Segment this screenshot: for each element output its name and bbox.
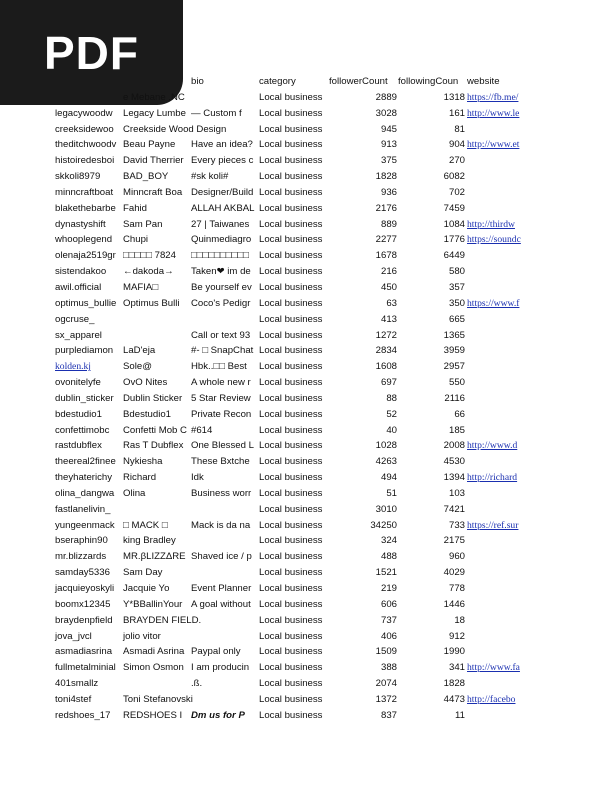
- username-cell: boomx12345: [55, 598, 111, 610]
- website-cell[interactable]: https://fb.me/: [467, 91, 519, 103]
- following-count-cell: 6082: [443, 171, 465, 183]
- username-cell: purplediamon: [55, 345, 114, 357]
- table-row: [55, 708, 545, 724]
- following-count-cell: 550: [448, 377, 465, 389]
- table-row: [55, 644, 545, 660]
- username-cell: dynastyshift: [55, 218, 106, 230]
- table-row: [55, 343, 545, 359]
- follower-count-cell: 375: [380, 155, 397, 167]
- following-count-cell: 341: [448, 662, 465, 674]
- following-count-cell: 2957: [443, 361, 465, 373]
- name-cell: Simon Osmon: [123, 662, 184, 674]
- following-count-cell: 912: [448, 630, 465, 642]
- username-cell: creeksidewoo: [55, 123, 114, 135]
- bio-cell: — Custom f: [191, 107, 242, 119]
- website-cell[interactable]: http://www.et: [467, 139, 520, 151]
- following-count-cell: 665: [448, 313, 465, 325]
- following-count-cell: 778: [448, 583, 465, 594]
- following-count-cell: 702: [448, 186, 465, 198]
- following-count-cell: 7421: [443, 503, 465, 515]
- username-cell: ogcruse_: [55, 313, 95, 325]
- follower-count-cell: 936: [380, 186, 397, 198]
- username-cell: optimus_bullie: [55, 297, 117, 309]
- category-cell: Local business: [259, 297, 323, 309]
- table-row: [55, 660, 545, 676]
- follower-count-cell: 388: [380, 662, 397, 674]
- name-cell: Jacquie Yo: [123, 583, 170, 594]
- category-cell: Local business: [259, 567, 323, 579]
- category-cell: Local business: [259, 171, 323, 183]
- bio-cell: Quinmediagro: [191, 234, 252, 246]
- category-cell: Local business: [259, 693, 323, 705]
- username-cell: sistendakoo: [55, 266, 107, 278]
- category-cell: Local business: [259, 202, 323, 214]
- following-count-cell: 270: [448, 155, 465, 167]
- username-cell: 401smallz: [55, 678, 99, 690]
- bio-cell: Dm us for P: [191, 709, 245, 721]
- table-row: [55, 391, 545, 407]
- name-cell: Toni Stefanovski: [123, 693, 193, 705]
- follower-count-cell: 2176: [375, 202, 397, 214]
- following-count-cell: 66: [454, 408, 465, 420]
- category-cell: Local business: [259, 646, 323, 658]
- table-row: [55, 533, 545, 549]
- bio-cell: Private Recon: [191, 408, 252, 420]
- bio-cell: Hbk..□□ Best: [191, 361, 247, 373]
- name-cell: OvO Nites: [123, 377, 168, 389]
- bio-cell: One Blessed L: [191, 440, 254, 452]
- follower-count-cell: 1372: [375, 693, 397, 705]
- table-row: [55, 106, 545, 122]
- name-cell: Bdestudio1: [123, 408, 172, 420]
- table-row: [55, 676, 545, 692]
- following-count-cell: 1394: [443, 472, 465, 484]
- bio-cell: A whole new r: [191, 377, 251, 389]
- name-cell: Optimus Bulli: [123, 297, 180, 309]
- category-cell: Local business: [259, 709, 323, 721]
- bio-cell: #sk koli#: [191, 171, 229, 183]
- bio-cell: Be yourself ev: [191, 281, 252, 293]
- username-cell: fullmetalminial: [55, 662, 116, 674]
- name-cell: Creekside Wood Design: [123, 123, 227, 135]
- header-category: category: [259, 76, 296, 87]
- username-cell: olenaja2519gr: [55, 250, 116, 262]
- following-count-cell: 2008: [443, 440, 465, 452]
- follower-count-cell: 4263: [375, 456, 397, 468]
- table-row: [55, 613, 545, 629]
- website-cell[interactable]: http://www.d: [467, 440, 518, 452]
- table-row: [55, 232, 545, 248]
- bio-cell: Mack is da na: [191, 519, 251, 531]
- category-cell: Local business: [259, 392, 323, 404]
- follower-count-cell: 324: [380, 535, 397, 547]
- bio-cell: Call or text 93: [191, 329, 251, 341]
- following-count-cell: 7459: [443, 202, 465, 214]
- follower-count-cell: 406: [380, 630, 397, 642]
- following-count-cell: 1990: [443, 646, 465, 658]
- name-cell: Sole@: [123, 361, 152, 373]
- category-cell: Local business: [259, 472, 323, 484]
- follower-count-cell: 3010: [375, 503, 397, 515]
- bio-cell: I am producin: [191, 662, 250, 674]
- table-row: [55, 407, 545, 423]
- category-cell: Local business: [259, 186, 323, 198]
- category-cell: Local business: [259, 123, 323, 135]
- follower-count-cell: 913: [380, 139, 397, 151]
- following-count-cell: 185: [448, 424, 465, 436]
- name-cell: Minncraft Boa: [123, 186, 183, 198]
- category-cell: Local business: [259, 234, 323, 246]
- table-row: [55, 565, 545, 581]
- username-cell: redshoes_17: [55, 709, 111, 721]
- table-row: [55, 264, 545, 280]
- follower-count-cell: 1678: [375, 250, 397, 262]
- username-cell: confettimobc: [55, 424, 110, 436]
- following-count-cell: 1776: [443, 234, 465, 246]
- username-cell: rastdubflex: [55, 440, 102, 452]
- username-cell: dublin_sticker: [55, 392, 114, 404]
- category-cell: Local business: [259, 266, 323, 278]
- name-cell: jolio vitor: [123, 630, 161, 642]
- bio-cell: #- □ SnapChat: [191, 345, 254, 357]
- category-cell: Local business: [259, 630, 323, 642]
- table-row: [55, 122, 545, 138]
- follower-count-cell: 52: [386, 408, 397, 420]
- bio-cell: Designer/Build: [191, 186, 254, 198]
- following-count-cell: 1365: [443, 329, 465, 341]
- table-row: [55, 423, 545, 439]
- username-cell: bseraphin90: [55, 535, 108, 547]
- follower-count-cell: 697: [380, 377, 397, 389]
- table-row: [55, 692, 545, 708]
- bio-cell: Have an idea?: [191, 139, 253, 151]
- name-cell: Legacy Lumbe: [123, 107, 186, 119]
- table-row: [55, 629, 545, 645]
- follower-count-cell: 945: [380, 123, 397, 135]
- spreadsheet-table: [55, 74, 545, 724]
- follower-count-cell: 889: [380, 218, 397, 230]
- follower-count-cell: 1028: [375, 440, 397, 452]
- username-cell: sx_apparel: [55, 329, 102, 341]
- follower-count-cell: 1521: [375, 567, 397, 579]
- follower-count-cell: 494: [380, 472, 397, 484]
- follower-count-cell: 216: [380, 266, 397, 278]
- bio-cell: A goal without: [191, 598, 251, 610]
- table-row: [55, 296, 545, 312]
- follower-count-cell: 606: [380, 598, 397, 610]
- category-cell: Local business: [259, 440, 323, 452]
- name-cell: e Mebane ,NC: [123, 91, 185, 103]
- bio-cell: □□□□□□□□□□: [191, 250, 249, 262]
- table-row: [55, 201, 545, 217]
- name-cell: BRAYDEN FIELD.: [123, 614, 202, 626]
- username-cell: histoiredesboi: [55, 155, 115, 167]
- category-cell: Local business: [259, 583, 323, 594]
- table-header-row: [55, 74, 545, 90]
- table-row: [55, 438, 545, 454]
- website-cell[interactable]: https://www.f: [467, 297, 520, 309]
- following-count-cell: 161: [448, 107, 465, 119]
- name-cell: Richard: [123, 472, 157, 484]
- table-row: [55, 454, 545, 470]
- username-cell: minncraftboat: [55, 186, 114, 198]
- username-cell: blakethebarbe: [55, 202, 116, 214]
- username-cell: jova_jvcl: [55, 630, 92, 642]
- website-cell[interactable]: http://richard: [467, 472, 518, 484]
- table-row: [55, 502, 545, 518]
- username-cell: skkoli8979: [55, 171, 101, 183]
- bio-cell: Every pieces c: [191, 155, 254, 167]
- name-cell: ←dakoda→: [123, 266, 174, 278]
- following-count-cell: 960: [448, 551, 465, 563]
- name-cell: Ras T Dubflex: [123, 440, 184, 452]
- follower-count-cell: 63: [386, 297, 397, 309]
- name-cell: Olina: [123, 487, 146, 499]
- category-cell: Local business: [259, 424, 323, 436]
- table-row: [55, 185, 545, 201]
- table-row: [55, 90, 545, 106]
- table-row: [55, 153, 545, 169]
- username-cell: theditchwoodv: [55, 139, 117, 151]
- username-cell: braydenpfield: [55, 614, 113, 626]
- table-row: [55, 597, 545, 613]
- follower-count-cell: 1828: [375, 171, 397, 183]
- category-cell: Local business: [259, 107, 323, 119]
- following-count-cell: 2175: [443, 535, 465, 547]
- website-cell[interactable]: http://thirdw: [467, 218, 515, 230]
- category-cell: Local business: [259, 503, 323, 515]
- username-cell: samday5336: [55, 567, 110, 579]
- name-cell: Sam Day: [123, 567, 163, 579]
- name-cell: REDSHOES I: [123, 709, 183, 721]
- table-row: [55, 312, 545, 328]
- table-row: [55, 470, 545, 486]
- follower-count-cell: 3028: [375, 107, 397, 119]
- following-count-cell: 733: [448, 519, 465, 531]
- website-cell[interactable]: http://facebo: [467, 693, 516, 705]
- category-cell: Local business: [259, 678, 323, 690]
- category-cell: Local business: [259, 218, 323, 230]
- follower-count-cell: 2834: [375, 345, 397, 357]
- table-row: [55, 375, 545, 391]
- username-cell: legacywoodw: [55, 107, 113, 119]
- following-count-cell: 18: [454, 614, 465, 626]
- category-cell: Local business: [259, 91, 323, 103]
- category-cell: Local business: [259, 598, 323, 610]
- name-cell: Beau Payne: [123, 139, 176, 151]
- follower-count-cell: 219: [380, 583, 397, 594]
- name-cell: Sam Pan: [123, 218, 163, 230]
- username-cell: jacquieyoskyli: [55, 583, 115, 594]
- username-cell: theyhaterichy: [55, 472, 113, 484]
- table-row: [55, 549, 545, 565]
- website-cell[interactable]: http://www.le: [467, 107, 520, 119]
- category-cell: Local business: [259, 535, 323, 547]
- following-count-cell: 4029: [443, 567, 465, 579]
- username-cell: ovonitelyfe: [55, 377, 101, 389]
- following-count-cell: 580: [448, 266, 465, 278]
- follower-count-cell: 2277: [375, 234, 397, 246]
- category-cell: Local business: [259, 250, 323, 262]
- table-row: [55, 137, 545, 153]
- bio-cell: 5 Star Review: [191, 392, 251, 404]
- pdf-badge-label: PDF: [44, 26, 139, 79]
- name-cell: Dublin Sticker: [123, 392, 183, 404]
- name-cell: Chupi: [123, 234, 149, 246]
- category-cell: Local business: [259, 345, 323, 357]
- username-cell: mr.blizzards: [55, 551, 107, 563]
- following-count-cell: 103: [448, 487, 465, 499]
- category-cell: Local business: [259, 281, 323, 293]
- name-cell: king Bradley: [123, 535, 176, 547]
- name-cell: LaD'eja: [123, 345, 156, 357]
- follower-count-cell: 1509: [375, 646, 397, 658]
- username-cell: bdestudio1: [55, 408, 102, 420]
- table-row: [55, 280, 545, 296]
- bio-cell: 27 | Taiwanes: [191, 218, 250, 230]
- bio-cell: Coco's Pedigr: [191, 297, 251, 309]
- category-cell: Local business: [259, 519, 323, 531]
- follower-count-cell: 488: [380, 551, 397, 563]
- category-cell: Local business: [259, 662, 323, 674]
- header-follower-count: followerCount: [329, 76, 388, 87]
- username-cell: whooplegend: [55, 234, 113, 246]
- header-bio: bio: [191, 76, 204, 87]
- website-cell[interactable]: https://ref.sur: [467, 519, 519, 531]
- name-cell: Confetti Mob C: [123, 424, 187, 436]
- name-cell: MR.βLIZZΔRE: [123, 551, 186, 563]
- bio-cell: Business worr: [191, 487, 252, 499]
- name-cell: Y*BBallinYour: [123, 598, 183, 610]
- name-cell: MAFIA□: [123, 281, 159, 293]
- following-count-cell: 1446: [443, 598, 465, 610]
- bio-cell: Shaved ice / p: [191, 551, 252, 563]
- table-row: [55, 328, 545, 344]
- username-cell: yungeenmack: [55, 519, 115, 531]
- follower-count-cell: 837: [380, 709, 397, 721]
- table-row: [55, 248, 545, 264]
- username-cell: fastlanelivin_: [55, 503, 111, 515]
- category-cell: Local business: [259, 361, 323, 373]
- follower-count-cell: 1608: [375, 361, 397, 373]
- name-cell: BAD_BOY: [123, 171, 169, 183]
- table-row: [55, 486, 545, 502]
- following-count-cell: 2116: [444, 392, 465, 404]
- category-cell: Local business: [259, 487, 323, 499]
- following-count-cell: 81: [454, 123, 465, 135]
- following-count-cell: 3959: [443, 345, 465, 357]
- follower-count-cell: 450: [380, 281, 397, 293]
- table-row: [55, 169, 545, 185]
- name-cell: David Therrier: [123, 155, 184, 167]
- bio-cell: Taken❤ im de: [191, 266, 251, 278]
- header-website: website: [467, 76, 500, 87]
- table-row: [55, 581, 545, 597]
- following-count-cell: 11: [455, 709, 465, 721]
- bio-cell: Paypal only: [191, 646, 241, 658]
- table-row: [55, 217, 545, 233]
- following-count-cell: 357: [448, 281, 465, 293]
- username-cell[interactable]: kolden.kj: [55, 361, 91, 373]
- table-row: [55, 359, 545, 375]
- name-cell: □ MACK □: [123, 519, 168, 531]
- category-cell: Local business: [259, 614, 323, 626]
- follower-count-cell: 737: [380, 614, 397, 626]
- name-cell: Asmadi Asrina: [123, 646, 185, 658]
- following-count-cell: 4530: [443, 456, 465, 468]
- bio-cell: #614: [191, 424, 213, 436]
- bio-cell: Idk: [191, 472, 204, 484]
- follower-count-cell: 2074: [375, 678, 397, 690]
- category-cell: Local business: [259, 155, 323, 167]
- follower-count-cell: 40: [386, 424, 397, 436]
- follower-count-cell: 1272: [375, 329, 397, 341]
- bio-cell: These Bxtche: [191, 456, 250, 468]
- username-cell: toni4stef: [55, 693, 92, 705]
- category-cell: Local business: [259, 139, 323, 151]
- follower-count-cell: 51: [386, 487, 397, 499]
- website-cell[interactable]: https://soundc: [467, 234, 521, 246]
- category-cell: Local business: [259, 456, 323, 468]
- follower-count-cell: 88: [386, 392, 397, 404]
- follower-count-cell: 413: [380, 313, 397, 325]
- table-body: [55, 90, 545, 724]
- username-cell: theereal2finee: [55, 456, 116, 468]
- website-cell[interactable]: http://www.fa: [467, 662, 520, 674]
- category-cell: Local business: [259, 551, 323, 563]
- following-count-cell: 1828: [443, 678, 465, 690]
- following-count-cell: 350: [448, 297, 465, 309]
- category-cell: Local business: [259, 377, 323, 389]
- following-count-cell: 1084: [443, 218, 465, 230]
- following-count-cell: 6449: [443, 250, 465, 262]
- category-cell: Local business: [259, 313, 323, 325]
- category-cell: Local business: [259, 329, 323, 341]
- bio-cell: Event Planner: [191, 583, 252, 594]
- category-cell: Local business: [259, 408, 323, 420]
- follower-count-cell: 34250: [370, 519, 397, 531]
- name-cell: Fahid: [123, 202, 147, 214]
- following-count-cell: 1318: [443, 91, 465, 103]
- bio-cell: .ß.: [191, 678, 203, 690]
- following-count-cell: 904: [448, 139, 465, 151]
- follower-count-cell: 2889: [375, 91, 397, 103]
- bio-cell: ALLAH AKBAL: [191, 202, 255, 214]
- table-row: [55, 518, 545, 534]
- name-cell: □□□□□ 7824: [123, 250, 176, 262]
- username-cell: asmadiasrina: [55, 646, 113, 658]
- username-cell: awil.official: [55, 281, 102, 293]
- name-cell: Nykiesha: [123, 456, 163, 468]
- username-cell: olina_dangwa: [55, 487, 115, 499]
- following-count-cell: 4473: [443, 693, 465, 705]
- header-following-count: followingCoun: [398, 76, 459, 87]
